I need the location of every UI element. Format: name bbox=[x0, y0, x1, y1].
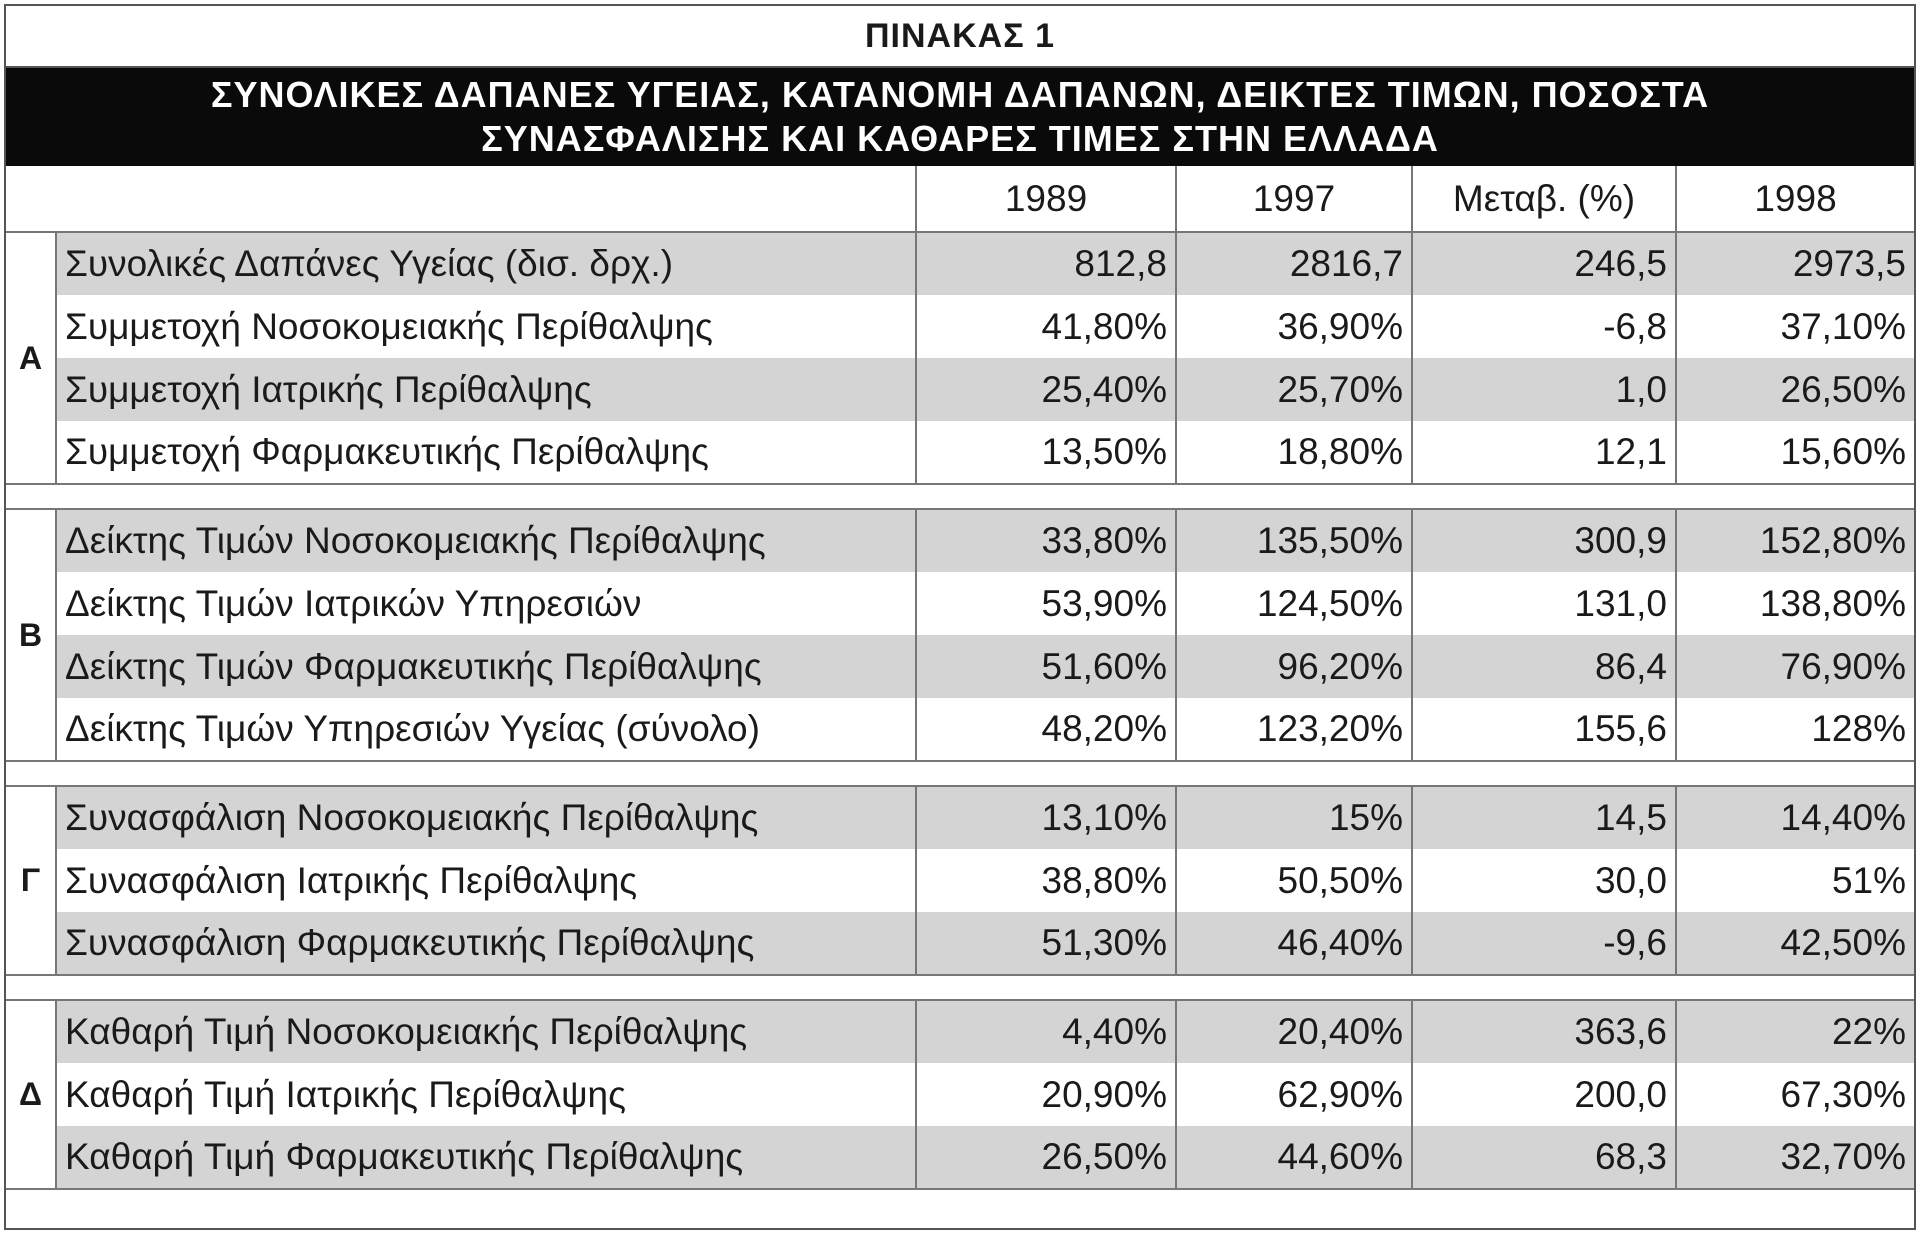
cell-1997: 96,20% bbox=[1176, 635, 1412, 698]
table-banner bbox=[6, 68, 1914, 166]
row-label: Δείκτης Τιμών Ιατρικών Υπηρεσιών bbox=[56, 572, 916, 635]
cell-1998: 32,70% bbox=[1676, 1126, 1914, 1189]
cell-change: 300,9 bbox=[1412, 509, 1676, 572]
cell-1997: 44,60% bbox=[1176, 1126, 1412, 1189]
cell-1998: 15,60% bbox=[1676, 421, 1914, 484]
row-label: Δείκτης Τιμών Υπηρεσιών Υγείας (σύνολο) bbox=[56, 698, 916, 761]
cell-change: 155,6 bbox=[1412, 698, 1676, 761]
cell-change: 131,0 bbox=[1412, 572, 1676, 635]
cell-1997: 62,90% bbox=[1176, 1063, 1412, 1126]
table-row bbox=[6, 358, 1914, 421]
cell-change: 246,5 bbox=[1412, 232, 1676, 295]
cell-1998: 128% bbox=[1676, 698, 1914, 761]
separator-cell bbox=[6, 484, 1914, 509]
group-label: Δ bbox=[6, 1000, 56, 1189]
cell-change: 12,1 bbox=[1412, 421, 1676, 484]
cell-1989: 53,90% bbox=[916, 572, 1176, 635]
cell-1989: 13,10% bbox=[916, 786, 1176, 849]
group-label: Β bbox=[6, 509, 56, 761]
row-label: Καθαρή Τιμή Φαρμακευτικής Περίθαλψης bbox=[56, 1126, 916, 1189]
group-label: Α bbox=[6, 232, 56, 484]
cell-change: -6,8 bbox=[1412, 295, 1676, 358]
table-frame bbox=[4, 4, 1916, 1230]
cell-1997: 2816,7 bbox=[1176, 232, 1412, 295]
banner-line-1: ΣΥΝΟΛΙΚΕΣ ΔΑΠΑΝΕΣ ΥΓΕΙΑΣ, ΚΑΤΑΝΟΜΗ ΔΑΠΑΝΩΝ, ΔΕΙΚΤΕΣ ΤΙΜΩΝ, ΠΟΣΟΣΤΑ bbox=[210, 74, 1710, 115]
cell-1998: 76,90% bbox=[1676, 635, 1914, 698]
cell-1989: 20,90% bbox=[916, 1063, 1176, 1126]
column-header-1998: 1998 bbox=[1676, 166, 1914, 232]
data-table bbox=[6, 166, 1914, 1190]
table-row bbox=[6, 849, 1914, 912]
row-label: Δείκτης Τιμών Φαρμακευτικής Περίθαλψης bbox=[56, 635, 916, 698]
row-label: Συμμετοχή Νοσοκομειακής Περίθαλψης bbox=[56, 295, 916, 358]
cell-1997: 46,40% bbox=[1176, 912, 1412, 975]
cell-1997: 50,50% bbox=[1176, 849, 1412, 912]
cell-1989: 33,80% bbox=[916, 509, 1176, 572]
row-label: Συνασφάλιση Νοσοκομειακής Περίθαλψης bbox=[56, 786, 916, 849]
cell-1997: 36,90% bbox=[1176, 295, 1412, 358]
cell-1989: 51,30% bbox=[916, 912, 1176, 975]
cell-1997: 15% bbox=[1176, 786, 1412, 849]
cell-1998: 51% bbox=[1831, 859, 1906, 901]
cell-change: 30,0 bbox=[1412, 849, 1676, 912]
table-row bbox=[6, 232, 1914, 295]
row-label: Συμμετοχή Φαρμακευτικής Περίθαλψης bbox=[56, 421, 916, 484]
group-separator bbox=[6, 761, 1914, 786]
cell-1997: 20,40% bbox=[1176, 1000, 1412, 1063]
cell-1998: 42,50% bbox=[1676, 912, 1914, 975]
row-label: Συνασφάλιση Ιατρικής Περίθαλψης bbox=[56, 849, 916, 912]
column-header-1989: 1989 bbox=[916, 166, 1176, 232]
cell-1989: 41,80% bbox=[916, 295, 1176, 358]
cell-1998: 22% bbox=[1676, 1000, 1914, 1063]
cell-1998: 14,40% bbox=[1676, 786, 1914, 849]
cell-1998: 152,80% bbox=[1676, 509, 1914, 572]
group-separator bbox=[6, 975, 1914, 1000]
table-row bbox=[6, 509, 1914, 572]
cell-1997: 135,50% bbox=[1176, 509, 1412, 572]
column-header-1997: 1997 bbox=[1176, 166, 1412, 232]
table-row bbox=[6, 421, 1914, 484]
column-header-label bbox=[6, 166, 916, 232]
cell-1989: 25,40% bbox=[916, 358, 1176, 421]
row-label: Καθαρή Τιμή Νοσοκομειακής Περίθαλψης bbox=[56, 1000, 916, 1063]
banner-line-2: ΣΥΝΑΣΦΑΛΙΣΗΣ ΚΑΙ ΚΑΘΑΡΕΣ ΤΙΜΕΣ ΣΤΗΝ ΕΛΛΑΔΑ bbox=[481, 118, 1439, 159]
cell-1997: 123,20% bbox=[1176, 698, 1412, 761]
cell-1998: 67,30% bbox=[1780, 1073, 1906, 1115]
table-row bbox=[6, 912, 1914, 975]
table-row bbox=[6, 1126, 1914, 1189]
cell-1998: 37,10% bbox=[1780, 305, 1906, 347]
cell-change: 200,0 bbox=[1412, 1063, 1676, 1126]
group-separator bbox=[6, 484, 1914, 509]
table-row bbox=[6, 1000, 1914, 1063]
cell-1998: 26,50% bbox=[1676, 358, 1914, 421]
cell-change: 68,3 bbox=[1412, 1126, 1676, 1189]
cell-1998: 138,80% bbox=[1759, 582, 1906, 624]
header-row bbox=[6, 166, 1914, 232]
table-title: ΠΙΝΑΚΑΣ 1 bbox=[6, 6, 1914, 68]
cell-change: -9,6 bbox=[1412, 912, 1676, 975]
row-label: Συνασφάλιση Φαρμακευτικής Περίθαλψης bbox=[56, 912, 916, 975]
cell-1989: 51,60% bbox=[916, 635, 1176, 698]
table-row bbox=[6, 786, 1914, 849]
cell-change: 1,0 bbox=[1412, 358, 1676, 421]
cell-1989: 26,50% bbox=[916, 1126, 1176, 1189]
table-row bbox=[6, 1063, 1914, 1126]
cell-1997: 25,70% bbox=[1176, 358, 1412, 421]
cell-change: 14,5 bbox=[1412, 786, 1676, 849]
cell-1989: 13,50% bbox=[916, 421, 1176, 484]
separator-cell bbox=[6, 975, 1914, 1000]
row-label: Συνολικές Δαπάνες Υγείας (δισ. δρχ.) bbox=[56, 232, 916, 295]
column-header-change: Μεταβ. (%) bbox=[1412, 166, 1676, 232]
cell-1989: 38,80% bbox=[916, 849, 1176, 912]
cell-1989: 48,20% bbox=[916, 698, 1176, 761]
table-row bbox=[6, 572, 1914, 635]
table-row bbox=[6, 635, 1914, 698]
cell-1989: 4,40% bbox=[916, 1000, 1176, 1063]
cell-change: 363,6 bbox=[1412, 1000, 1676, 1063]
row-label: Συμμετοχή Ιατρικής Περίθαλψης bbox=[56, 358, 916, 421]
table-row bbox=[6, 698, 1914, 761]
separator-cell bbox=[6, 761, 1914, 786]
cell-1997: 18,80% bbox=[1176, 421, 1412, 484]
cell-1998: 2973,5 bbox=[1676, 232, 1914, 295]
row-label: Δείκτης Τιμών Νοσοκομειακής Περίθαλψης bbox=[56, 509, 916, 572]
row-label: Καθαρή Τιμή Ιατρικής Περίθαλψης bbox=[56, 1063, 916, 1126]
group-label: Γ bbox=[6, 786, 56, 975]
cell-1997: 124,50% bbox=[1176, 572, 1412, 635]
table-row bbox=[6, 295, 1914, 358]
cell-change: 86,4 bbox=[1412, 635, 1676, 698]
cell-1989: 812,8 bbox=[916, 232, 1176, 295]
